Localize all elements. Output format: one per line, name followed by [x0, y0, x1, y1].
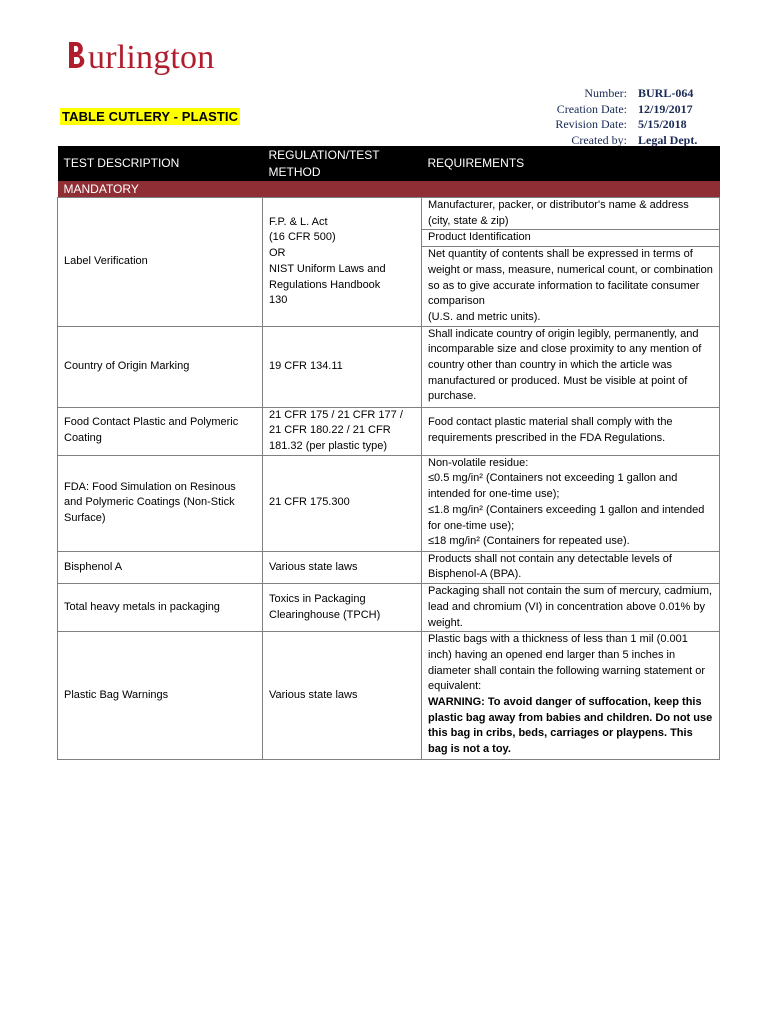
burlington-logo: [66, 40, 214, 75]
requirements-cell: [422, 326, 720, 407]
requirement-text: ≤18 mg/in² (Containers for repeated use).: [428, 535, 630, 548]
requirement-text: Manufacturer, packer, or distributor's name & address (city, state & zip): [428, 199, 689, 227]
regulation-method: Various state laws: [263, 632, 422, 760]
requirement-text: Food contact plastic material shall comply with the requirements prescribed in the FDA Regulations.: [428, 416, 673, 445]
meta-label: Creation Date:: [556, 101, 627, 116]
requirement-text: Packaging shall not contain the sum of mercury, cadmium, lead and chromium (VI) in concentration above 0.01% by weight.: [428, 585, 713, 629]
regulation-method: 21 CFR 175.300: [263, 455, 422, 551]
header-requirements: REQUIREMENTS: [422, 146, 720, 181]
requirements-cell: [422, 455, 720, 551]
regulation-method: Various state laws: [263, 551, 422, 583]
test-description: Country of Origin Marking: [58, 326, 263, 407]
test-description: Label Verification: [58, 198, 263, 327]
section-label: MANDATORY: [58, 181, 720, 198]
table-header-row: [58, 146, 720, 181]
test-description: Bisphenol A: [58, 551, 263, 583]
document-title: TABLE CUTLERY - PLASTIC: [62, 109, 239, 124]
requirement-text: Product Identification: [422, 229, 719, 246]
regulation-method: 21 CFR 175 / 21 CFR 177 / 21 CFR 180.22 / 21 CFR 181.32 (per plastic type): [263, 407, 422, 455]
requirements-cell: [422, 632, 720, 760]
test-description: FDA: Food Simulation on Resinous and Polymeric Coatings (Non-Stick Surface): [58, 455, 263, 551]
document-meta: [500, 86, 720, 148]
requirement-text: ≤0.5 mg/in² (Containers not exceeding 1 gallon and intended for one-time use);: [428, 472, 678, 501]
method-line: NIST Uniform Laws and: [269, 262, 386, 275]
meta-value: 12/19/2017: [638, 101, 693, 116]
meta-label: Number:: [584, 86, 627, 100]
method-line: 130: [269, 294, 288, 307]
meta-value: BURL-064: [638, 86, 694, 100]
method-line: F.P. & L. Act: [269, 215, 328, 228]
meta-value: 5/15/2018: [638, 117, 687, 131]
requirement-text: Shall indicate country of origin legibly, permanently, and incomparable size and close proximity to any mention of country other than country in which the article was manufactured or produced. Must be visible at point of purchase.: [428, 327, 702, 403]
meta-value: Legal Dept.: [638, 132, 698, 147]
header-method-line: METHOD: [268, 164, 321, 179]
table-row: [58, 584, 720, 632]
meta-creation-date: [500, 102, 720, 118]
method-line: Regulations Handbook: [269, 278, 381, 291]
requirement-text: Plastic bags with a thickness of less than 1 mil (0.001 inch) having an opened end larger than 5 inches in diameter shall contain the following warning statement or equivalent:: [428, 633, 705, 693]
table-row: [58, 551, 720, 583]
requirement-text: Products shall not contain any detectable levels of Bisphenol-A (BPA).: [428, 552, 672, 581]
table-row: [58, 455, 720, 551]
meta-label: Revision Date:: [555, 117, 627, 131]
table-row: [58, 326, 720, 407]
requirements-cell: [422, 407, 720, 455]
requirements-table: [57, 146, 720, 760]
test-description: Food Contact Plastic and Polymeric Coating: [58, 407, 263, 455]
table-row: [58, 198, 720, 327]
header-method-line: REGULATION/TEST: [268, 147, 380, 162]
test-description: Plastic Bag Warnings: [58, 632, 263, 760]
logo-wordmark: urlington: [88, 39, 215, 76]
meta-number: [500, 86, 720, 102]
method-line: (16 CFR 500): [269, 231, 336, 244]
regulation-method: [263, 198, 422, 327]
table-row: [58, 407, 720, 455]
requirements-cell: [422, 198, 720, 327]
table-row: [58, 632, 720, 760]
requirement-text: ≤1.8 mg/in² (Containers exceeding 1 gallon and intended for one-time use);: [428, 503, 705, 532]
heart-b-icon: [66, 40, 88, 70]
header-test-description: TEST DESCRIPTION: [58, 146, 263, 181]
requirement-text: Non-volatile residue:: [428, 456, 529, 469]
regulation-method: 19 CFR 134.11: [263, 326, 422, 407]
regulation-method: Toxics in Packaging Clearinghouse (TPCH): [263, 584, 422, 632]
requirements-cell: [422, 584, 720, 632]
warning-statement: WARNING: To avoid danger of suffocation, keep this plastic bag away from babies and children. Do not use this bag in cribs, beds, carriages or playpens. This bag is not a toy.: [428, 696, 713, 756]
meta-revision-date: [500, 117, 720, 133]
meta-label: Created by:: [571, 132, 627, 147]
test-description: Total heavy metals in packaging: [58, 584, 263, 632]
header-regulation-method: [263, 146, 422, 181]
section-row: [58, 181, 720, 198]
requirements-cell: [422, 551, 720, 583]
requirement-text: Net quantity of contents shall be expressed in terms of weight or mass, measure, numerical count, or combination so as to give accurate information to facilitate consumer comparison: [422, 246, 719, 310]
method-line: OR: [269, 247, 286, 260]
requirement-text: (U.S. and metric units).: [428, 310, 541, 323]
